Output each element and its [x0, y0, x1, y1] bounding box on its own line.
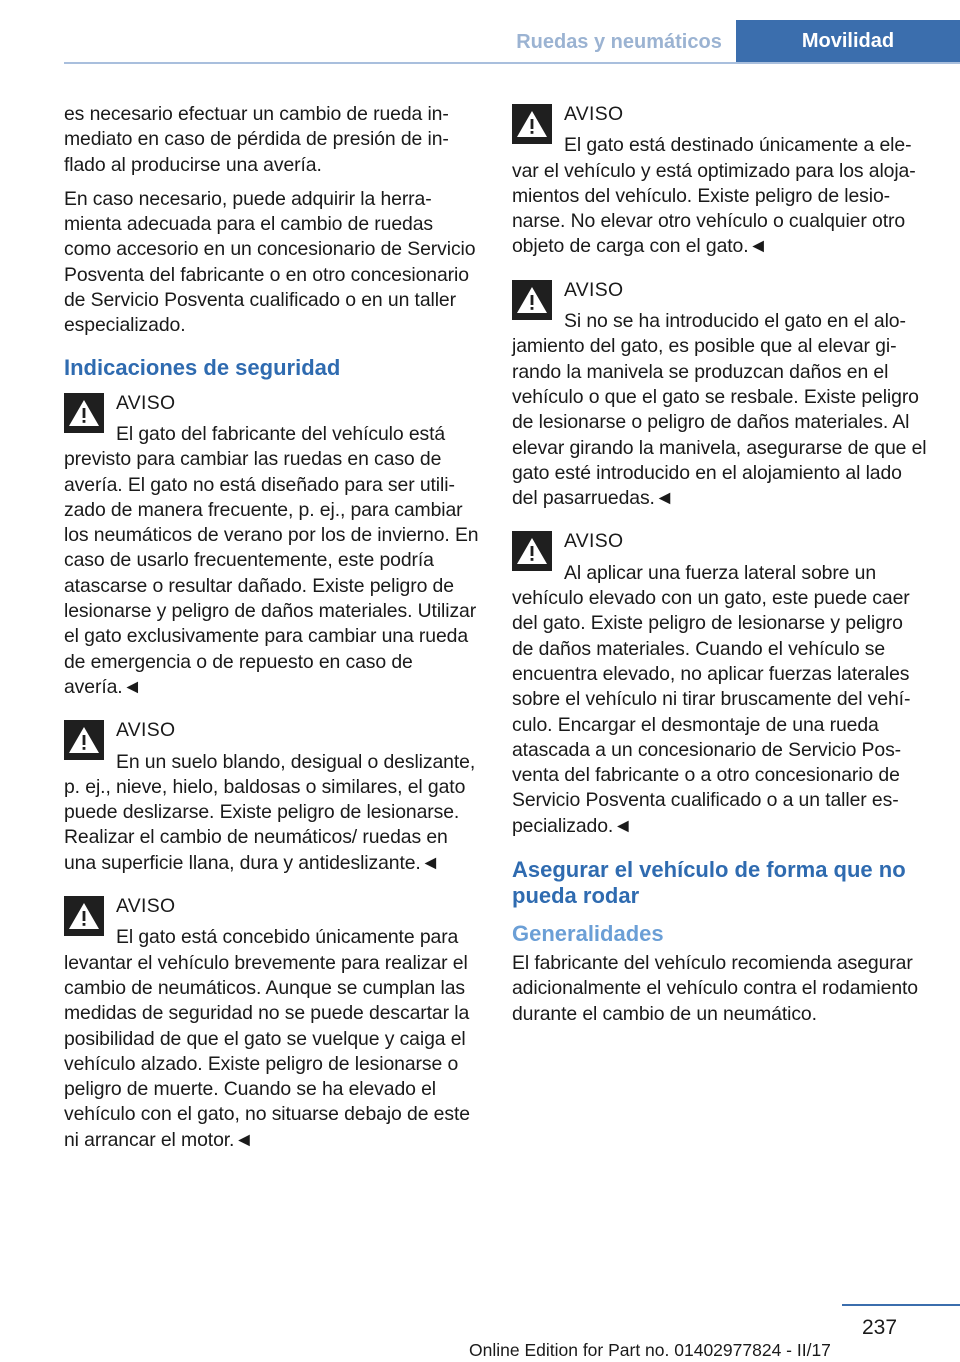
page-number: 237 — [862, 1316, 898, 1339]
left-column — [64, 102, 480, 1171]
warning-text — [64, 422, 480, 700]
warning-block — [64, 894, 480, 1153]
warning-title: AVISO — [116, 391, 176, 414]
warning-text — [512, 309, 928, 511]
warning-triangle-icon — [64, 393, 104, 433]
edition-footer: Online Edition for Part no. 01402977824 - II/17 — [469, 1340, 831, 1360]
warning-block — [512, 529, 928, 839]
footer-rule — [842, 1304, 960, 1306]
warning-text — [512, 561, 928, 839]
warning-text — [64, 750, 480, 876]
warning-triangle-icon — [512, 104, 552, 144]
intro-paragraph-1: es necesario efectuar un cambio de rueda inmediato en caso de pérdida de presión de inflado al producirse una avería. — [64, 103, 449, 176]
right-column — [512, 102, 928, 1036]
warning-body: En un suelo blando, desigual o deslizante, p. ej., nieve, hielo, baldosas o similares, el gato puede deslizarse. Existe peligro de lesionarse. Realizar el cambio de neumáticos/ ruedas en una superficie llana, dura y antideslizante.◄ — [64, 750, 476, 874]
warning-title: AVISO — [564, 278, 624, 301]
warning-title: AVISO — [116, 895, 176, 918]
general-subheading: Generalidades — [512, 921, 664, 947]
warning-body: El gato está destinado únicamente a elevar el vehículo y está optimizado para los alojamientos del vehículo. Existe peligro de lesionarse. No elevar otro vehículo o cualquier otro objeto de carga con el gato.◄ — [512, 134, 916, 258]
warning-block — [64, 718, 480, 876]
secure-vehicle-heading: Asegurar el vehículo de forma que no pueda rodar — [512, 857, 906, 909]
warning-triangle-icon — [64, 896, 104, 936]
warning-block — [64, 391, 480, 701]
warning-body: El gato está concebido únicamente para levantar el vehículo brevemente para realizar el cambio de neumáticos. Aunque se cumplan las medidas de seguridad no se puede descartar la posibilidad de que el gato se vuelque y caiga el vehículo alzado. Existe peligro de lesionarse o peligro de muerte. Cuando se ha elevado el vehículo con el gato, no situarse debajo de este ni arrancar el motor.◄ — [64, 926, 470, 1151]
intro-paragraph-2: En caso necesario, puede adquirir la herramienta adecuada para el cambio de ruedas como accesorio en un concesionario de Servicio Posventa del fabricante o en otro concesionario de Servicio Posventa cualificado o en un taller especializado. — [64, 187, 476, 337]
header-chapter-tab[interactable]: Movilidad — [736, 20, 960, 62]
warning-title: AVISO — [564, 530, 624, 553]
warning-body: Si no se ha introducido el gato en el alojamiento del gato, es posible que al elevar girando la manivela se produzcan daños en el vehículo o que el gato se resbale. Existe peligro de lesionarse o peligro de daños materiales. Al elevar girando la manivela, asegurarse de que el gato esté introducido en el alojamiento al lado del pasarruedas.◄ — [512, 310, 927, 510]
warning-text — [512, 133, 928, 259]
warning-triangle-icon — [512, 531, 552, 571]
warning-title: AVISO — [116, 719, 176, 742]
warning-body: El gato del fabricante del vehículo está previsto para cambiar las ruedas en caso de avería. El gato no está diseñado para ser utilizado de manera frecuente, p. ej., para cambiar los neumáticos de verano por los de invierno. En caso de usarlo frecuentemente, este podría atascarse o resultar dañado. Existe peligro de lesionarse y peligro de daños materiales. Utilizar el gato exclusivamente para cambiar una rueda de emergencia o de repuesto en caso de avería.◄ — [64, 422, 479, 698]
warning-block — [512, 278, 928, 512]
safety-heading: Indicaciones de seguridad — [64, 354, 341, 380]
warning-title: AVISO — [564, 103, 624, 125]
warning-text — [64, 925, 480, 1153]
warning-triangle-icon — [512, 280, 552, 320]
header-section-tab[interactable]: Ruedas y neumáticos — [516, 30, 722, 53]
header-rule — [64, 62, 960, 64]
warning-triangle-icon — [64, 720, 104, 760]
closing-paragraph: El fabricante del vehículo recomienda asegurar adicionalmente el vehículo contra el rodamiento durante el cambio de un neumático. — [512, 952, 918, 1025]
warning-body: Al aplicar una fuerza lateral sobre un vehículo elevado con un gato, este puede caer del gato. Existe peligro de lesionarse y peligro de daños materiales. Cuando el vehículo se encuentra elevado, no aplicar fuerzas laterales sobre el vehículo ni tirar bruscamente del vehículo. Encargar el desmontaje de una rueda atascada a un concesionario de Servicio Posventa del fabricante o a otro concesionario de Servicio Posventa cualificado o a un taller especializado.◄ — [512, 561, 911, 837]
warning-block — [512, 102, 928, 260]
